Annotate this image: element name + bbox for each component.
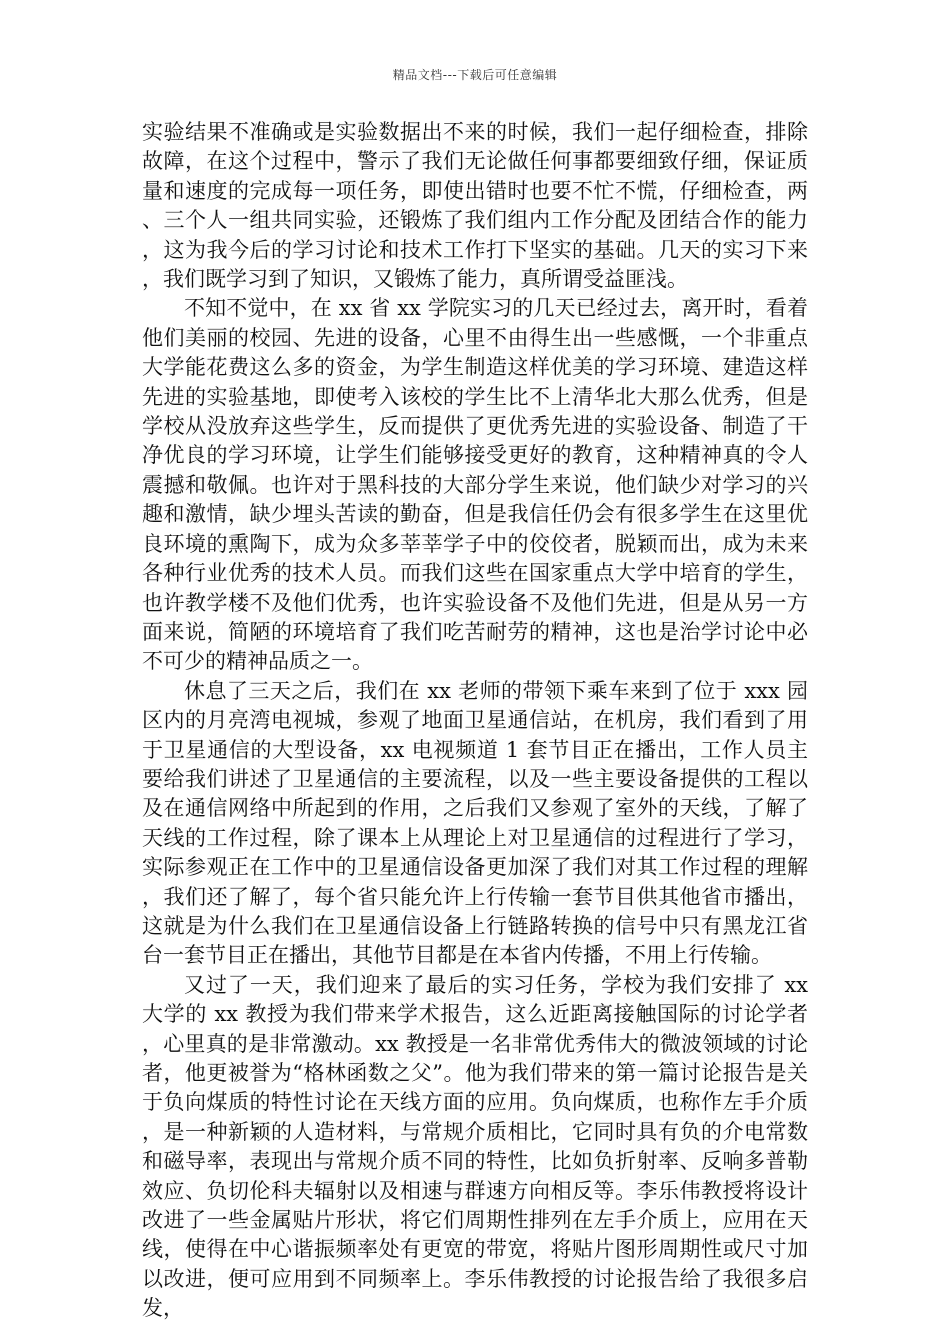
paragraph-1: 实验结果不准确或是实验数据出不来的时候，我们一起仔细检查，排除故障，在这个过程中，警示了我们无论做任何事都要细致仔细，保证质量和速度的完成每一项任务，即使出错时也要不忙不慌，仔细检查，两、三个人一组共同实验，还锻炼了我们组内工作分配及团结合作的能力，这为我今后的学习讨论和技术工作打下坚实的基础。几天的实习下来，我们既学习到了知识，又锻炼了能力，真所谓受益匪浅。 [142, 120, 808, 292]
document-body [142, 118, 808, 1324]
paragraph-3: 休息了三天之后，我们在 xx 老师的带领下乘车来到了位于 xxx 园区内的月亮湾电视城，参观了地面卫星通信站，在机房，我们看到了用于卫星通信的大型设备，xx 电视频道 1 套节目正在播出，工作人员主要给我们讲述了卫星通信的主要流程，以及一些主要设备提供的工程以及在通信网络中所起到的作用，之后我们又参观了室外的天线，了解了天线的工作过程，除了课本上从理论上对卫星通信的过程进行了学习，实际参观正在工作中的卫星通信设备更加深了我们对其工作过程的理解，我们还了解了，每个省只能允许上行传输一套节目供其他省市播出，这就是为什么我们在卫星通信设备上行链路转换的信号中只有黑龙江省台一套节目正在播出，其他节目都是在本省内传播，不用上行传输。 [142, 678, 808, 968]
paragraph-2: 不知不觉中，在 xx 省 xx 学院实习的几天已经过去，离开时，看着他们美丽的校园、先进的设备，心里不由得生出一些感慨，一个非重点大学能花费这么多的资金，为学生制造这样优美的学习环境、建造这样先进的实验基地，即使考入该校的学生比不上清华北大那么优秀，但是学校从没放弃这些学生，反而提供了更优秀先进的实验设备、制造了干净优良的学习环境，让学生们能够接受更好的教育，这种精神真的令人震撼和敬佩。也许对于黑科技的大部分学生来说，他们缺少对学习的兴趣和激情，缺少埋头苦读的勤奋，但是我信任仍会有很多学生在这里优良环境的熏陶下，成为众多莘莘学子中的佼佼者，脱颖而出，成为未来各种行业优秀的技术人员。而我们这些在国家重点大学中培育的学生，也许教学楼不及他们优秀，也许实验设备不及他们先进，但是从另一方面来说，简陋的环境培育了我们吃苦耐劳的精神，这也是治学讨论中必不可少的精神品质之一。 [142, 296, 808, 674]
paragraph-4: 又过了一天，我们迎来了最后的实习任务，学校为我们安排了 xx 大学的 xx 教授为我们带来学术报告，这么近距离接触国际的讨论学者，心里真的是非常激动。xx 教授是一名非常优秀伟大的微波领域的讨论者，他更被誉为“格林函数之父”。他为我们带来的第一篇讨论报告是关于负向煤质的特性讨论在天线方面的应用。负向煤质，也称作左手介质，是一种新颖的人造材料，与常规介质相比，它同时具有负的介电常数和磁导率，表现出与常规介质不同的特性，比如负折射率、反响多普勒效应、负切伦科夫辐射以及相速与群速方向相反等。李乐伟教授将设计改进了一些金属贴片形状，将它们周期性排列在左手介质上，应用在天线，使得在中心谐振频率处有更宽的带宽，将贴片图形周期性或尺寸加以改进，便可应用到不同频率上。李乐伟教授的讨论报告给了我很多启发， [142, 972, 808, 1321]
page-header: 精品文档---下载后可任意编辑 [392, 68, 558, 82]
